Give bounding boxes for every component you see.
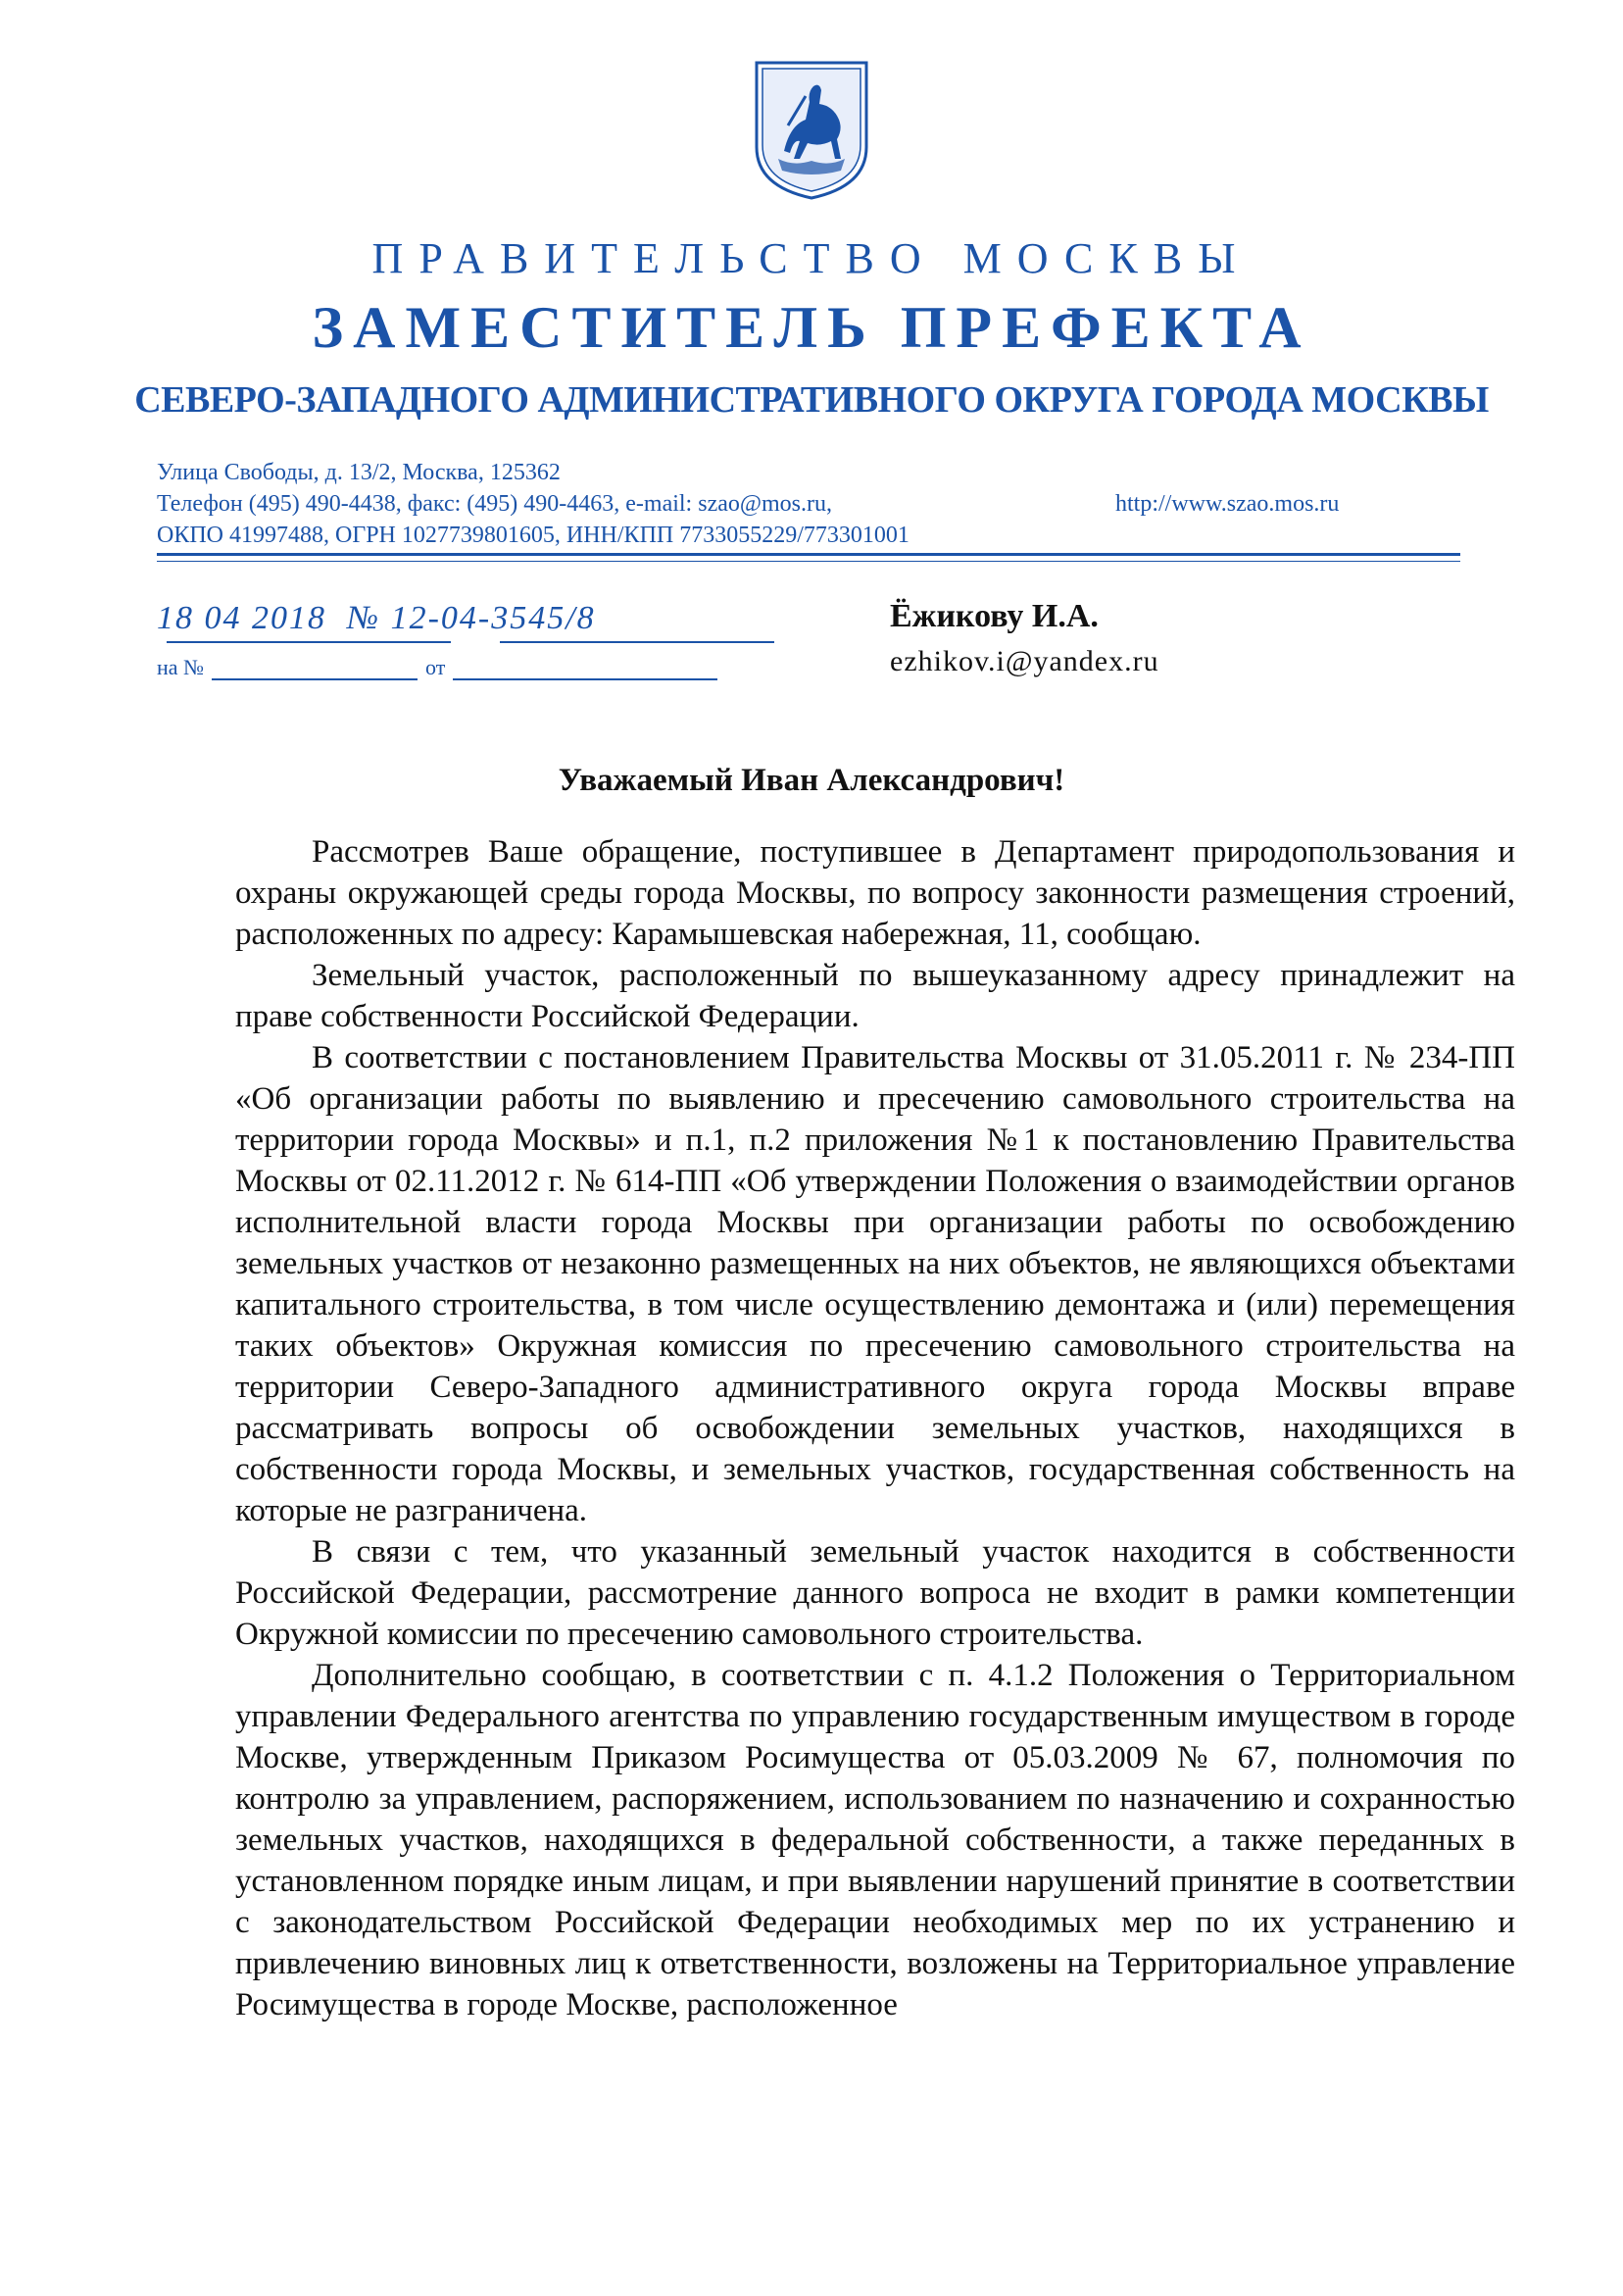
registration-date-number — [157, 600, 725, 637]
registration-date: 18 04 2018 — [157, 600, 326, 636]
letter-body — [235, 831, 1515, 2025]
reference-date-blank — [453, 659, 717, 680]
number-label: № — [347, 600, 381, 636]
header-divider-thin — [157, 561, 1460, 562]
paragraph: Рассмотрев Ваше обращение, поступившее в Департамент природопользования и охраны окружающей среды города Москвы, по вопросу законности размещения строений, расположенных по адресу: Карамышевская набережная, 11, сообщаю. — [235, 834, 1515, 952]
reference-line — [157, 655, 725, 680]
registration-number: 12-04-3545/8 — [390, 600, 596, 636]
reference-label: на № — [157, 655, 205, 679]
phone-text: Телефон (495) 490-4438, факс: (495) 490-4463, e-mail: szao@mos.ru, — [157, 491, 832, 517]
district-name: СЕВЕРО-ЗАПАДНОГО АДМИНИСТРАТИВНОГО ОКРУГА ГОРОДА МОСКВЫ — [134, 379, 1489, 421]
paragraph: Земельный участок, расположенный по вышеуказанному адресу принадлежит на праве собственности Российской Федерации. — [235, 958, 1515, 1034]
contact-block — [157, 457, 1470, 551]
registration-block — [157, 600, 725, 680]
recipient-block — [890, 598, 1159, 678]
recipient-email: ezhikov.i@yandex.ru — [890, 645, 1159, 677]
paragraph: В связи с тем, что указанный земельный участок находится в собственности Российской Федерации, рассмотрение данного вопроса не входит в рамки компетенции Окружной комиссии по пресечению самовольного строительства. — [235, 1534, 1515, 1652]
registration-codes: ОКПО 41997488, ОГРН 1027739801605, ИНН/КПП 7733055229/773301001 — [157, 523, 910, 548]
government-name: ПРАВИТЕЛЬСТВО МОСКВЫ — [371, 234, 1252, 282]
address-text: Улица Свободы, д. 13/2, Москва, 125362 — [157, 460, 561, 485]
document-title: ЗАМЕСТИТЕЛЬ ПРЕФЕКТА — [312, 295, 1311, 360]
paragraph: В соответствии с постановлением Правительства Москвы от 31.05.2011 г. № 234-ПП «Об организации работы по выявлению и пресечению самовольного строительства на территории города Москвы» и п.1, п.2 приложения №1 к постановлению Правительства Москвы от 02.11.2012 г. № 614-ПП «Об утверждении Положения о взаимодействии органов исполнительной власти города Москвы при организации работы по освобождению земельных участков от незаконно размещенных на них объектов, не являющихся объектами капитального строительства, в том числе осуществлению демонтажа и (или) перемещения таких объектов» Окружная комиссия по пресечению самовольного строительства на территории Северо-Западного административного округа города Москвы вправе рассматривать вопросы об освобождении земельных участков, находящихся в собственности города Москвы, и земельных участков, государственная собственность на которые не разграничена. — [235, 1040, 1515, 1528]
header-divider — [157, 553, 1460, 556]
website-link[interactable]: http://www.szao.mos.ru — [1115, 491, 1340, 517]
reference-from-label: от — [425, 655, 446, 679]
salutation: Уважаемый Иван Александрович! — [558, 763, 1065, 798]
moscow-coat-of-arms-icon — [751, 57, 872, 202]
recipient-name: Ёжикову И.А. — [890, 598, 1099, 634]
paragraph: Дополнительно сообщаю, в соответствии с п. 4.1.2 Положения о Территориальном управлении Федерального агентства по управлению государственным имуществом в городе Москве, утвержденным Приказом Росимущества от 05.03.2009 № 67, полномочия по контролю за управлением, распоряжением, использованием по назначению и сохранностью земельных участков, находящихся в федеральной собственности, а также переданных в установленном порядке иным лицам, и при выявлении нарушений принятие в соответствии с законодательством Российской Федерации необходимых мер по их устранению и привлечению виновных лиц к ответственности, возложены на Территориальное управление Росимущества в городе Москве, расположенное — [235, 1658, 1515, 2022]
reference-number-blank — [212, 659, 418, 680]
